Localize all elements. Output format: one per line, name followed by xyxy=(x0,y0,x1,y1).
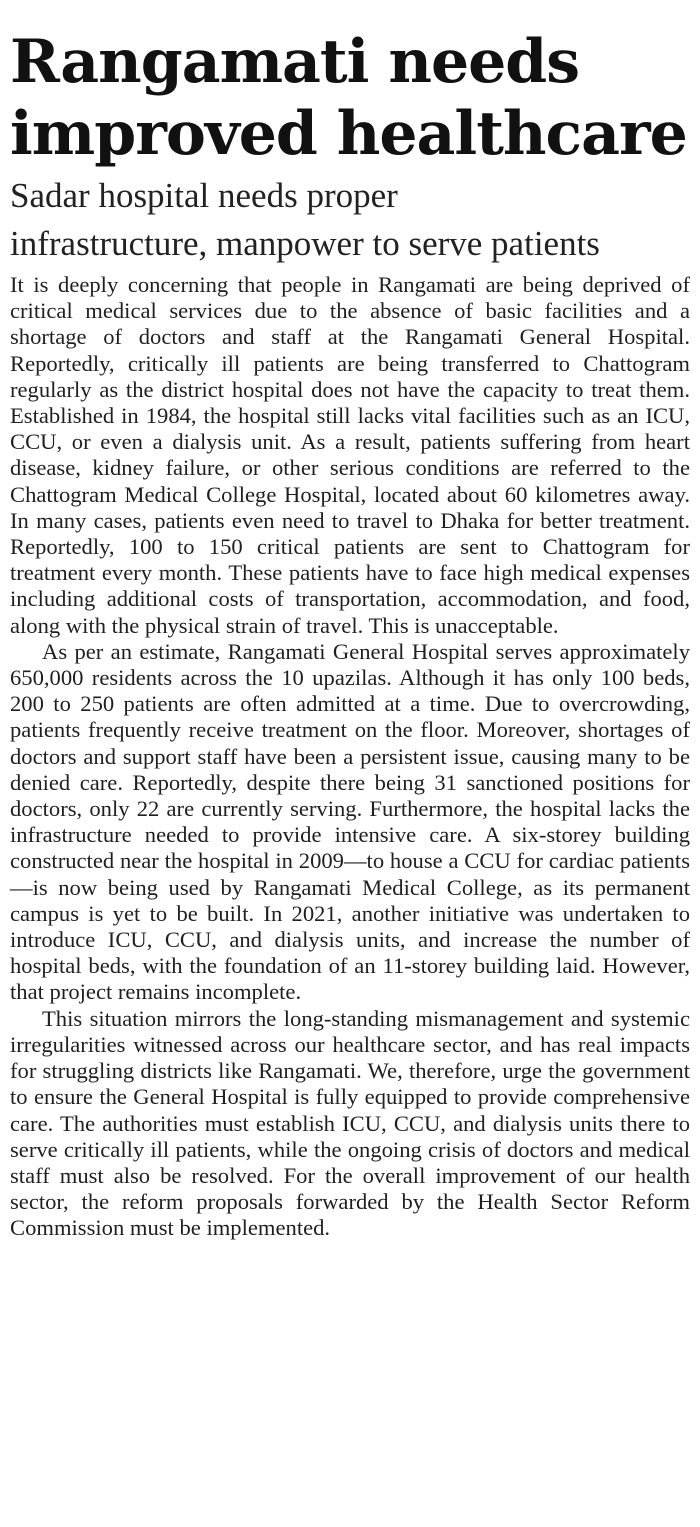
headline xyxy=(10,0,690,170)
subheadline xyxy=(10,172,690,268)
headline-line-2: improved healthcare xyxy=(10,99,687,169)
body-paragraph-2: As per an estimate, Rangamati General Hospital serves approximately 650,000 residents across the 10 upazilas. Although it has only 100 beds, 200 to 250 patients are often admitted at a time. Due to overcrowding, patients frequently receive treatment on the floor. Moreover, shortages of doctors and support staff have been a persistent issue, causing many to be denied care. Reportedly, despite there being 31 sanctioned positions for doctors, only 22 are currently serving. Furthermore, the hospital lacks the infrastructure needed to provide intensive care. A six-storey building constructed near the hospital in 2009—to house a CCU for cardiac patients—is now being used by Rangamati Medical College, as its permanent campus is yet to be built. In 2021, another initiative was undertaken to introduce ICU, CCU, and dialysis units, and increase the number of hospital beds, with the foundation of an 11-storey building laid. However, that project remains incomplete. xyxy=(10,638,690,1005)
editorial-article xyxy=(10,0,690,1242)
subheadline-line-2: infrastructure, manpower to serve patients xyxy=(10,224,600,263)
body-paragraph-1: It is deeply concerning that people in Rangamati are being deprived of critical medical services due to the absence of basic facilities and a shortage of doctors and staff at the Rangamati General Hospital. Reportedly, critically ill patients are being transferred to Chattogram regularly as the district hospital does not have the capacity to treat them. Established in 1984, the hospital still lacks vital facilities such as an ICU, CCU, or even a dialysis unit. As a result, patients suffering from heart disease, kidney failure, or other serious conditions are referred to the Chattogram Medical College Hospital, located about 60 kilometres away. In many cases, patients even need to travel to Dhaka for better treatment. Reportedly, 100 to 150 critical patients are sent to Chattogram for treatment every month. These patients have to face high medical expenses including additional costs of transportation, accommodation, and food, along with the physical strain of travel. This is unacceptable. xyxy=(10,272,690,638)
headline-line-1: Rangamati needs xyxy=(10,27,580,97)
subheadline-line-1: Sadar hospital needs proper xyxy=(10,176,398,215)
body-paragraph-3: This situation mirrors the long-standing mismanagement and systemic irregularities witnessed across our healthcare sector, and has real impacts for struggling districts like Rangamati. We, therefore, urge the government to ensure the General Hospital is fully equipped to provide comprehensive care. The authorities must establish ICU, CCU, and dialysis units there to serve critically ill patients, while the ongoing crisis of doctors and medical staff must also be resolved. For the overall improvement of our health sector, the reform proposals forwarded by the Health Sector Reform Commission must be implemented. xyxy=(10,1005,690,1241)
article-body xyxy=(10,272,690,1242)
